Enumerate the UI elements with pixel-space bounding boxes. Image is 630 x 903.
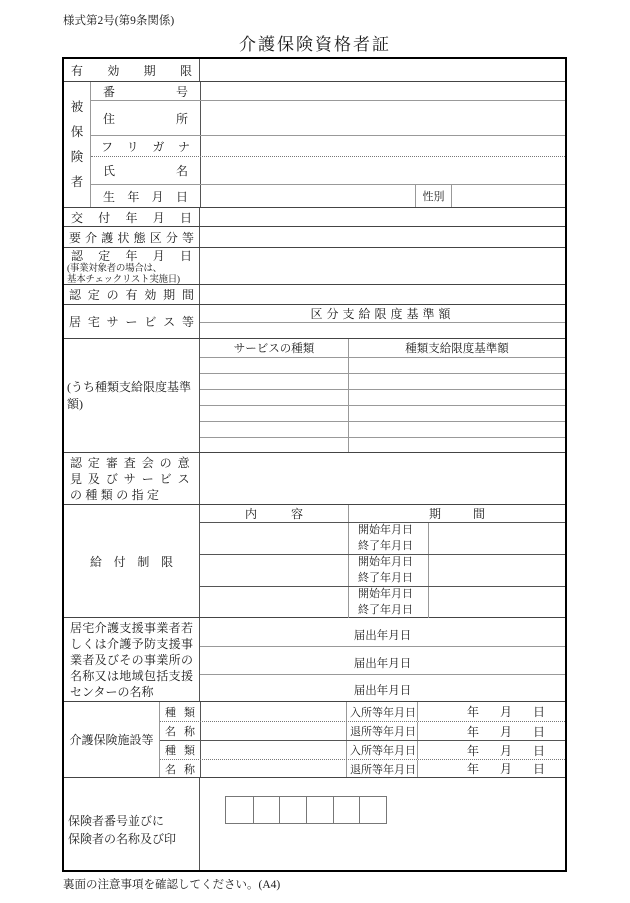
certification-date-row (64, 247, 565, 284)
birthdate-label: 生 年 月 日 (103, 189, 188, 204)
type-limit-data-row (200, 389, 565, 405)
type-limit-amount-header: 種類支給限度基準額 (348, 339, 565, 357)
facility-name-label: 名 称 (165, 726, 195, 738)
benefit-pair-row (200, 522, 565, 554)
certification-date-label: 認 定 年 月 日 (71, 248, 192, 263)
issue-date-value (199, 208, 565, 226)
benefit-restriction-section (64, 504, 565, 617)
insurer-caption-line2: 保険者の名称及び印 (68, 832, 177, 846)
sex-label: 性別 (415, 185, 451, 207)
content-header: 内 容 (245, 507, 303, 521)
category-limit-header: 区分支給限度基準額 (310, 307, 455, 321)
certification-date-value (199, 248, 565, 284)
end-date-label: 終了年月日 (358, 603, 413, 616)
insurer-section (64, 777, 565, 870)
care-manager-caption: 居宅介護支援事業者若しくは介護予防支援事業者及びその事業所の名称又は地域包括支援センターの名称 (70, 620, 193, 699)
facility-section (64, 701, 565, 777)
care-level-row (64, 226, 565, 247)
valid-until-row (64, 59, 565, 81)
insurer-number-box (359, 797, 386, 823)
notification-date-label: 届出年月日 (200, 674, 565, 701)
insurer-number-box (279, 797, 306, 823)
admission-date-label: 入所等年月日 (346, 741, 417, 759)
insurer-number-boxes (225, 796, 387, 824)
facility-row (160, 759, 565, 777)
facility-type-label: 種 類 (165, 745, 195, 757)
number-value (200, 82, 565, 100)
type-limit-data-row (200, 405, 565, 421)
start-date-label: 開始年月日 (358, 556, 413, 568)
ymd-placeholder: 年 月 日 (467, 743, 545, 758)
care-manager-section (64, 617, 565, 701)
valid-until-value (199, 59, 565, 81)
benefit-content-cell (200, 555, 348, 586)
facility-type-value (200, 702, 346, 721)
type-limit-data-row (200, 437, 565, 452)
insured-name-row (91, 156, 565, 184)
insurer-number-box (333, 797, 360, 823)
care-level-value (199, 227, 565, 247)
insurer-number-box (306, 797, 333, 823)
address-label: 住 所 (103, 111, 188, 126)
certification-date-note-line2: 基本チェックリスト実施日) (67, 274, 180, 285)
notification-date-label: 届出年月日 (353, 630, 412, 642)
name-label: 氏 名 (103, 164, 188, 178)
insurer-caption-line1: 保険者番号並びに (68, 814, 165, 828)
start-date-label: 開始年月日 (358, 588, 413, 600)
certificate-table (62, 57, 567, 872)
certification-period-row (64, 284, 565, 304)
insured-address-row (91, 100, 565, 135)
birthdate-value (200, 185, 415, 207)
period-header: 期 間 (429, 507, 485, 521)
facility-type-label: 種 類 (165, 706, 195, 719)
committee-opinion-row (64, 452, 565, 504)
care-level-label: 要 介 護 状 態 区 分 等 (69, 230, 194, 245)
insured-birthdate-row (91, 184, 565, 207)
issue-date-row (64, 207, 565, 226)
start-date-label: 開始年月日 (358, 524, 413, 536)
admission-date-label: 入所等年月日 (346, 702, 417, 721)
benefit-pair-row (200, 554, 565, 586)
category-limit-value (200, 322, 565, 338)
insured-furigana-row (91, 135, 565, 156)
type-limit-data-row (200, 421, 565, 437)
certification-period-label: 認 定 の 有 効 期 間 (69, 288, 194, 302)
facility-row (160, 702, 565, 721)
discharge-date-label: 退所等年月日 (346, 722, 417, 740)
address-value (200, 101, 565, 135)
insured-number-row (91, 82, 565, 100)
home-services-section (64, 304, 565, 338)
type-limit-section (64, 338, 565, 452)
furigana-label: フ リ ガ ナ (101, 139, 190, 154)
name-value (200, 157, 565, 184)
discharge-date-label: 退所等年月日 (346, 760, 417, 777)
facility-type-value (200, 741, 346, 759)
insurer-number-box (226, 797, 253, 823)
facility-name-label: 名 称 (165, 763, 195, 776)
type-limit-data-row (200, 373, 565, 389)
facility-row (160, 721, 565, 740)
benefit-period-value (428, 587, 565, 618)
notification-date-label: 届出年月日 (200, 646, 565, 674)
end-date-label: 終了年月日 (358, 539, 413, 552)
ymd-placeholder: 年 月 日 (467, 762, 545, 776)
insured-group-label: 被保険者 (70, 99, 84, 189)
benefit-content-cell (200, 523, 348, 554)
insured-section (64, 81, 565, 207)
number-label: 番 号 (103, 84, 188, 99)
type-limit-data-row (200, 357, 565, 373)
benefit-header-row (200, 505, 565, 522)
type-limit-caption: (うち種類支給限度基準額) (67, 379, 191, 411)
end-date-label: 終了年月日 (358, 571, 413, 584)
facility-group-label: 介護保険施設等 (69, 733, 154, 747)
certification-date-note-line1: (事業対象者の場合は、 (67, 263, 162, 274)
committee-opinion-label: 認定審査会の意見及びサービスの種類の指定 (70, 455, 193, 502)
facility-name-value (200, 760, 346, 777)
form-number-note: 様式第2号(第9条関係) (63, 15, 175, 27)
benefit-pair-row (200, 586, 565, 618)
facility-name-value (200, 722, 346, 740)
benefit-period-value (428, 555, 565, 586)
furigana-value (200, 136, 565, 156)
page-title: 介護保険資格者証 (239, 35, 391, 54)
ymd-placeholder: 年 月 日 (467, 724, 545, 739)
committee-opinion-value (199, 453, 565, 504)
sex-value (451, 185, 565, 207)
insurer-number-box (253, 797, 280, 823)
valid-until-label: 有 効 期 限 (71, 63, 192, 78)
facility-row (160, 740, 565, 759)
type-limit-header-row (200, 339, 565, 357)
service-type-header: サービスの種類 (233, 343, 315, 355)
home-services-label: 居 宅 サ ー ビ ス 等 (69, 315, 194, 329)
issue-date-label: 交 付 年 月 日 (71, 210, 192, 225)
benefit-content-cell (200, 587, 348, 618)
certification-period-value (199, 285, 565, 304)
benefit-period-value (428, 523, 565, 554)
footer-note: 裏面の注意事項を確認してください。(A4) (63, 879, 281, 891)
benefit-restriction-label: 給 付 制 限 (90, 554, 173, 569)
ymd-placeholder: 年 月 日 (467, 705, 545, 719)
